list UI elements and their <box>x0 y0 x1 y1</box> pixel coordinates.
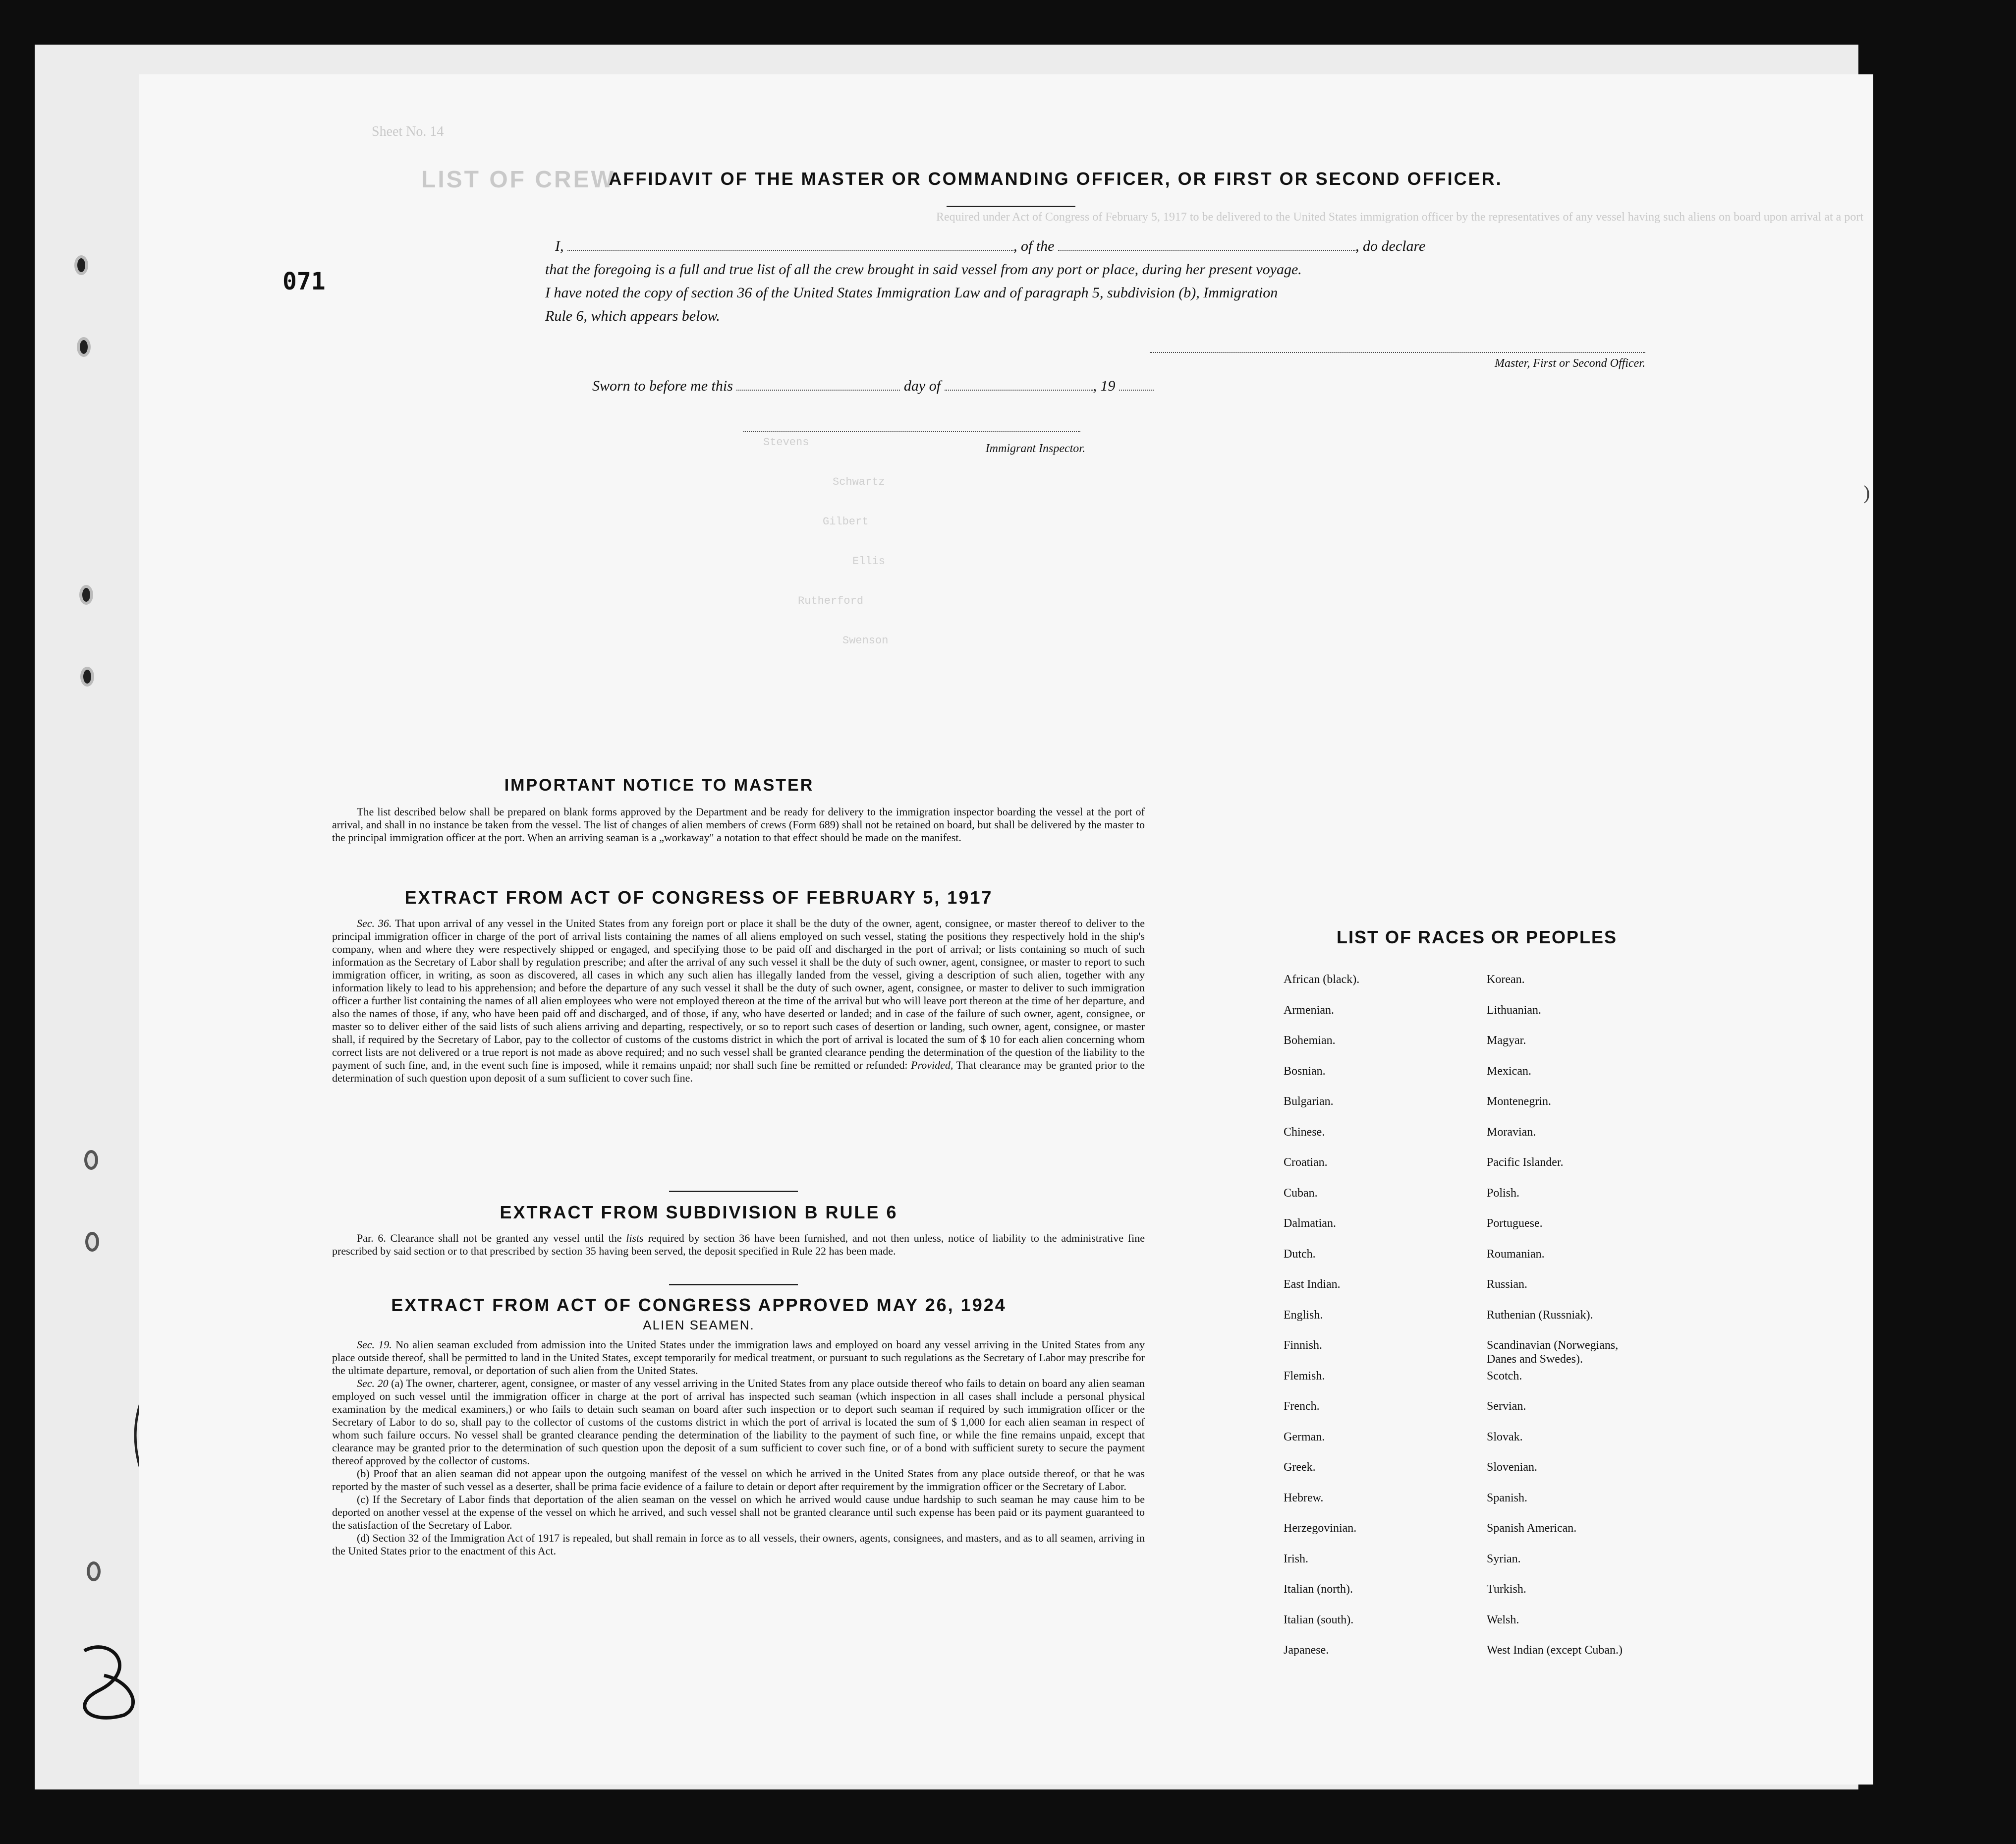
race-entry: Lithuanian. <box>1487 1003 1541 1017</box>
section-20d-text: (d) Section 32 of the Immigration Act of 1917 is repealed, but shall remain in force as to all vessels, their owners, agents, consignees, and masters, and as to all seamen, arriving in the United States prior to the enactment of this Act. <box>332 1532 1145 1557</box>
rule-6-text-a: Par. 6. Clearance shall not be granted any vessel until the <box>357 1232 622 1244</box>
bleed-through-header: Required under Act of Congress of February 5, 1917 to be delivered to the United States immigration officer by the representatives of any vessel having such aliens on board upon arrival at a port <box>936 211 1863 224</box>
race-entry: West Indian (except Cuban.) <box>1487 1644 1623 1657</box>
section-19-label: Sec. 19. <box>357 1338 392 1351</box>
sworn-label: Sworn to before me this <box>592 378 733 394</box>
race-entry: English. <box>1284 1308 1323 1322</box>
race-entry: Italian (south). <box>1284 1613 1354 1626</box>
extract-1917-title: EXTRACT FROM ACT OF CONGRESS OF FEBRUARY 5, 1917 <box>404 887 993 908</box>
race-entry: Turkish. <box>1487 1583 1526 1596</box>
declaration-body: that the foregoing is a full and true list of all the crew brought in said vessel from any port or place, during her present voyage. <box>545 261 1302 278</box>
race-entry: Russian. <box>1487 1278 1528 1291</box>
sworn-year-field[interactable] <box>1119 390 1154 391</box>
declarant-name-field[interactable] <box>567 250 1013 251</box>
section-20-label: Sec. 20 <box>357 1377 389 1389</box>
race-entry: Mexican. <box>1487 1064 1531 1078</box>
race-entry: Croatian. <box>1284 1156 1328 1169</box>
bleed-through-title: LIST OF CREW <box>421 167 616 193</box>
race-entry: Bulgarian. <box>1284 1095 1334 1108</box>
binding-hole <box>87 1561 101 1581</box>
extract-1924-title: EXTRACT FROM ACT OF CONGRESS APPROVED MAY 26, 1924 <box>391 1295 1007 1315</box>
bleed-through-row: Swenson <box>842 634 889 647</box>
extract-1917-text <box>332 917 1145 1085</box>
race-entry: Dalmatian. <box>1284 1217 1336 1230</box>
race-entry: East Indian. <box>1284 1278 1341 1291</box>
race-entry: Armenian. <box>1284 1003 1334 1017</box>
declare-label: , do declare <box>1355 238 1426 254</box>
race-entry: Italian (north). <box>1284 1583 1353 1596</box>
master-signature-label: Master, First or Second Officer. <box>1495 357 1645 370</box>
provided-label: Provided, <box>911 1059 953 1071</box>
section-divider <box>669 1191 798 1192</box>
race-entry: Bosnian. <box>1284 1064 1326 1078</box>
race-entry: Portuguese. <box>1487 1217 1543 1230</box>
binding-hole <box>80 667 94 687</box>
title-underline <box>947 206 1075 207</box>
race-entry: Herzegovinian. <box>1284 1522 1357 1535</box>
bleed-through-row: Gilbert <box>823 516 869 528</box>
binding-hole <box>74 255 88 275</box>
race-entry: Roumanian. <box>1487 1247 1545 1261</box>
race-entry: Scotch. <box>1487 1369 1522 1383</box>
sworn-line <box>592 378 1154 395</box>
section-20c-text: (c) If the Secretary of Labor finds that deportation of the alien seaman on the vessel on which he arrived would cause undue hardship to such seaman he may cause him to be deported on another vessel at the expense of the vessel on which he arrived, and such vessel shall not be granted clearance until such expense has been paid or its payment guaranteed to the satisfaction of the Secretary of Labor. <box>332 1493 1145 1531</box>
section-20a-text: (a) The owner, charterer, agent, consignee, or master of any vessel arriving in the United States from any place outside thereof who fails to detain on board any alien seaman employed on such vessel until the immigration officer in charge at the port of arrival has inspected such seaman (which inspection in all cases shall include a personal physical examination by the medical examiners,) or who fails to detain such seaman on board after such inspection or to deport such seaman if required by such immigration officer or the Secretary of Labor to do so, shall pay to the collector of customs of the customs district in which the port of arrival is located the sum of $ 1,000 for each alien seaman in respect of whom such failure occurs. No vessel shall be granted clearance pending the determination of the liability to the payment of such fine, or while the fine remains unpaid, except that clearance may be granted prior to the determination of such question upon the deposit of a sum sufficient to cover such fine, or of a bond with sufficient surety to secure the payment thereof approved by the collector of customs. <box>332 1377 1145 1467</box>
race-entry: Slovenian. <box>1487 1461 1537 1474</box>
race-entry: Syrian. <box>1487 1552 1521 1565</box>
declaration-line <box>555 238 1645 255</box>
race-entry: Japanese. <box>1284 1644 1329 1657</box>
bleed-through-row: Schwartz <box>833 476 885 488</box>
notice-title: IMPORTANT NOTICE TO MASTER <box>504 776 814 795</box>
sworn-day-field[interactable] <box>736 390 900 391</box>
notice-text <box>332 806 1145 844</box>
extract-1924-text <box>332 1338 1145 1557</box>
year-prefix: , 19 <box>1093 378 1116 394</box>
declarant-label: I, <box>555 238 564 254</box>
race-entry: Polish. <box>1487 1186 1520 1200</box>
rule-6-text-b: required by section 36 have been furnished, and not then unless, notice of liability to the administrative fine prescribed by said section or to that prescribed by section 35 having been served, the deposit specified in Rule 22 has been made. <box>332 1232 1145 1257</box>
section-19-text: No alien seaman excluded from admission into the United States under the immigration laws and employed on board any vessel arriving in the United States from any place outside thereof, shall be permitted to land in the United States, except temporarily for medical treatment, or pursuant to such regulations as the Secretary of Labor may prescribe for the ultimate departure, removal, or deportation of such alien from the United States. <box>332 1338 1145 1377</box>
race-entry: Pacific Islander. <box>1487 1156 1564 1169</box>
race-entry: Dutch. <box>1284 1247 1316 1261</box>
races-title: LIST OF RACES OR PEOPLES <box>1336 927 1618 947</box>
section-divider <box>669 1284 798 1285</box>
notice-paragraph: The list described below shall be prepared on blank forms approved by the Department and be ready for delivery to the immigration inspector boarding the vessel at the port of arrival, and shall in no instance be taken from the vessel. The list of changes of alien members of crews (Form 689) shall not be retained on board, but shall be delivered by the master to the principal immigration officer at the port. When an arriving seaman is a „workaway" a notation to that effect should be made on the manifest. <box>332 806 1145 844</box>
sheet-number-mark: Sheet No. 14 <box>372 124 444 139</box>
margin-mark: ) <box>1863 481 1870 504</box>
race-entry: Greek. <box>1284 1461 1316 1474</box>
race-entry: French. <box>1284 1400 1320 1413</box>
lists-word: lists <box>626 1232 644 1244</box>
sworn-month-field[interactable] <box>945 390 1093 391</box>
vessel-name-field[interactable] <box>1058 250 1355 251</box>
race-entry: Cuban. <box>1284 1186 1318 1200</box>
race-entry: Korean. <box>1487 973 1525 986</box>
stamp-number: 071 <box>282 268 326 295</box>
race-entry: Bohemian. <box>1284 1034 1336 1047</box>
master-signature-field[interactable] <box>1150 352 1645 353</box>
race-entry: Moravian. <box>1487 1125 1536 1139</box>
declaration-body: I have noted the copy of section 36 of the United States Immigration Law and of paragraph 5, subdivision (b), Immigration <box>545 285 1278 301</box>
race-entry: Irish. <box>1284 1552 1308 1565</box>
bleed-through-row: Rutherford <box>798 595 864 607</box>
race-entry: Scandinavian (Norwegians, Danes and Swedes). <box>1487 1339 1619 1366</box>
race-entry: Magyar. <box>1487 1034 1526 1047</box>
race-entry: Ruthenian (Russniak). <box>1487 1308 1593 1322</box>
inspector-label: Immigrant Inspector. <box>985 442 1085 455</box>
binding-hole <box>79 585 93 605</box>
affidavit-title: AFFIDAVIT OF THE MASTER OR COMMANDING OFFICER, OR FIRST OR SECOND OFFICER. <box>609 169 1503 189</box>
race-entry: Montenegrin. <box>1487 1095 1551 1108</box>
race-entry: German. <box>1284 1430 1325 1443</box>
race-entry: Hebrew. <box>1284 1491 1324 1504</box>
race-entry: Finnish. <box>1284 1339 1323 1352</box>
race-entry: Welsh. <box>1487 1613 1519 1626</box>
race-entry: Slovak. <box>1487 1430 1523 1443</box>
section-36-end: That clearance may be granted prior to the determination of such question upon deposit of a sum sufficient to cover such fine. <box>332 1059 1145 1084</box>
document-page <box>139 74 1873 1785</box>
bleed-through-row: Ellis <box>852 555 886 568</box>
handwritten-mark <box>69 1631 149 1730</box>
race-entry: Chinese. <box>1284 1125 1325 1139</box>
binding-hole <box>85 1232 99 1252</box>
binding-hole <box>84 1150 98 1170</box>
inspector-signature-field[interactable] <box>743 431 1080 432</box>
day-of-label: day of <box>903 378 941 394</box>
declaration-body: Rule 6, which appears below. <box>545 308 720 324</box>
race-entry: Spanish. <box>1487 1491 1528 1504</box>
rule-6-text <box>332 1232 1145 1258</box>
race-entry: Spanish American. <box>1487 1522 1577 1535</box>
race-entry: Servian. <box>1487 1400 1526 1413</box>
binding-hole <box>77 337 91 357</box>
extract-1924-subtitle: ALIEN SEAMEN. <box>643 1318 755 1332</box>
rule-6-title: EXTRACT FROM SUBDIVISION B RULE 6 <box>500 1202 898 1222</box>
of-the-label: , of the <box>1013 238 1055 254</box>
section-20b-text: (b) Proof that an alien seaman did not appear upon the outgoing manifest of the vessel on which he arrived in the United States from any place outside thereof, or that he was reported by the master of such vessel as a deserter, shall be prima facie evidence of a failure to detain or deport after requirement by the immigration officer or the Secretary of Labor. <box>332 1467 1145 1493</box>
section-36-text: That upon arrival of any vessel in the United States from any foreign port or place it shall be the duty of the owner, agent, consignee, or master thereof to deliver to the principal immigration officer in charge of the port of arrival lists containing the names of all aliens employed on such vessel, stating the positions they respectively hold in the ship's company, when and where they were respectively shipped or engaged, and specifying those to be paid off and discharged in the port of arrival; or lists containing so much of such information as the Secretary of Labor shall by regulation prescribe; and after the arrival of any such vessel it shall be the duty of such owner, agent, consignee, or master to report to such immigration officer, in writing, as soon as discovered, all cases in which any such alien has illegally landed from the vessel, giving a description of such alien, together with any information likely to lead to his apprehension; and before the departure of any such vessel it shall be the duty of such owner, agent, consignee, or master to deliver to such immigration officer a further list containing the names of all alien employees who were not employed thereon at the time of the arrival but who will leave port thereon at the time of her departure, and also the names of those, if any, who have been paid off and discharged, and of those, if any, who have deserted or landed; and in case of the failure of such owner, agent, consignee, or master so to deliver either of the said lists of such aliens arriving and departing, respectively, or so to report such cases of desertion or landing, such owner, agent, consignee, or master shall, if required by the Secretary of Labor, pay to the collector of customs of the customs district in which the port of arrival is located the sum of $ 10 for each alien concerning whom correct lists are not delivered or a true report is not made as above required; and no such vessel shall be granted clearance pending the determination of the question of the liability to the payment of such fine, and, in the event such fine is imposed, while it remains unpaid; nor shall such fine be remitted or refunded: <box>332 917 1145 1071</box>
race-entry: Flemish. <box>1284 1369 1325 1383</box>
section-label: Sec. 36. <box>357 917 392 929</box>
bleed-through-row: Stevens <box>763 436 809 449</box>
race-entry: African (black). <box>1284 973 1360 986</box>
